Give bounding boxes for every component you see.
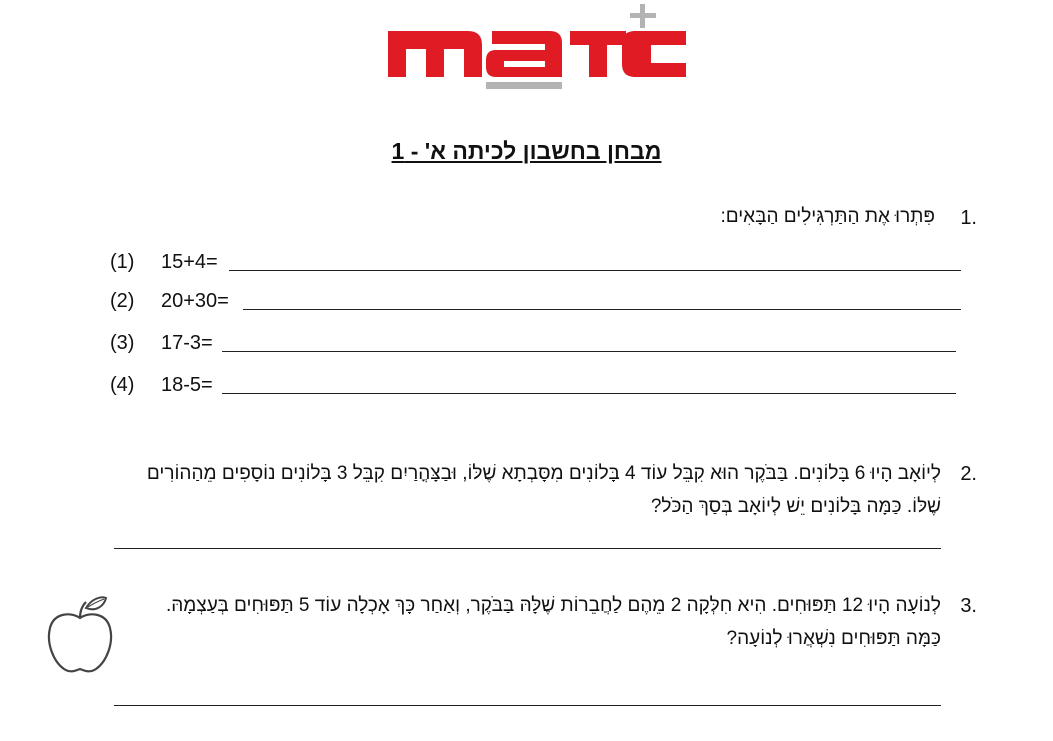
q2-number: 2. xyxy=(960,463,977,485)
page-title: מבחן בחשבון לכיתה א' - 1 xyxy=(391,138,662,164)
q3-answer-line[interactable] xyxy=(114,705,941,706)
q2-text: לְיוֹאָב הָיוּ 6 בָּלוֹנִים. בַּבֹּקֶר הוּא קִבֵּל עוֹד 4 בָּלוֹנִים מִסָּבְתָא שֶׁלּוֹ, וּבַצָּהֳרַיִם קִבֵּל 3 בָּלוֹנִים נוֹסָפִים מֵהַהוֹרִים שֶׁלּוֹ. כַּמָּה בָּלוֹנִים יֵשׁ לְיוֹאָב בְּסַךְ הַכֹּל? xyxy=(146,463,941,517)
exercise-3-expression: 17-3= xyxy=(161,332,213,354)
exercise-2-label: (2) xyxy=(110,290,135,312)
logo-letter-m xyxy=(388,31,482,77)
logo-letter-c xyxy=(622,31,686,77)
q3-number: 3. xyxy=(960,595,977,617)
logo-underline xyxy=(486,82,562,89)
exercise-1-answer-line[interactable] xyxy=(229,270,961,271)
q2-answer-line[interactable] xyxy=(114,548,941,549)
logo-letter-a xyxy=(486,31,562,77)
exercise-3-label: (3) xyxy=(110,332,135,354)
exercise-2-answer-line[interactable] xyxy=(243,309,961,310)
logo-letter-t xyxy=(570,31,626,77)
q1-number: 1. xyxy=(960,207,977,229)
exercise-2-expression: 20+30= xyxy=(161,290,229,312)
exercise-1-label: (1) xyxy=(110,251,135,273)
exercise-4-label: (4) xyxy=(110,374,135,396)
apple-icon xyxy=(44,594,116,676)
exercise-3-answer-line[interactable] xyxy=(222,351,956,352)
matic-logo xyxy=(386,0,686,92)
logo-plus-horizontal xyxy=(630,13,656,18)
exercise-4-expression: 18-5= xyxy=(161,374,213,396)
exercise-1-expression: 15+4= xyxy=(161,251,218,273)
q1-instruction: פִּתְרוּ אֶת הַתַּרְגִּילִים הַבָּאִים: xyxy=(720,206,935,227)
exercise-4-answer-line[interactable] xyxy=(222,393,956,394)
q3-text: לְנוֹעָה הָיוּ 12 תַּפּוּחִים. הִיא חִלְּקָה 2 מֵהֶם לַחֲבֵרוֹת שֶׁלָּהּ בַּבֹּקֶר, וְאַחַר כָּךְ אָכְלָה עוֹד 5 תַּפּוּחִים בְּעַצְמָהּ. כַּמָּה תַּפּוּחִים נִשְׁאֲרוּ לְנוֹעָה? xyxy=(165,595,941,649)
